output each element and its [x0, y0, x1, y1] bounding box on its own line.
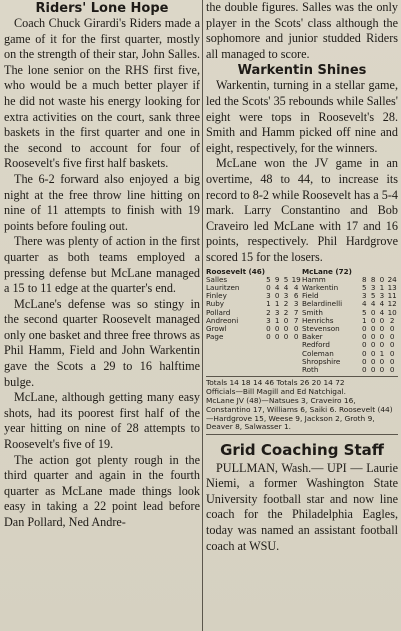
- stat-cell: 0: [362, 356, 367, 366]
- stat-cell: 1: [266, 299, 271, 309]
- stat-cell: 0: [362, 340, 367, 350]
- stat-cell: 0: [389, 340, 395, 350]
- box-officials: Officials—Bill Magill and Ed Natchigal.: [206, 386, 346, 396]
- player-name: Smith: [301, 307, 323, 317]
- paragraph: McLane's defense was so stingy in the second quarter Roosevelt managed only one basket and three free throws as Phil Hamm, Field and John Warkentin gave the Scots a 29 to 16 halftime bulge.: [4, 296, 200, 389]
- stat-cell: 0: [379, 274, 385, 284]
- stat-cell: 1: [379, 348, 385, 358]
- stat-cell: 0: [370, 307, 376, 317]
- paragraph: the double figures. Salles was the only player in the Scots' class although the sophomore and junior studded Riders all managed to score.: [206, 0, 398, 61]
- stat-cell: 0: [274, 323, 280, 333]
- player-name: Coleman: [301, 348, 334, 358]
- stat-cell: 0: [379, 332, 385, 342]
- player-name: [206, 341, 264, 349]
- stat-cell: 11: [387, 291, 397, 301]
- stat-cell: [264, 366, 273, 374]
- box-totals: Totals 14 18 14 46 Totals 26 20 14 72: [206, 378, 345, 388]
- left-column: [4, 0, 200, 631]
- stat-cell: 3: [370, 282, 376, 292]
- grid-article-body: [206, 461, 398, 555]
- stat-cell: [290, 358, 302, 366]
- paragraph: Warkentin, turning in a stellar game, led the Scots' 35 rebounds while Salles' eight were tops in Roosevelt's 28. Smith and Hamm picked off nine and eight, respectively, for the winners.: [206, 78, 398, 155]
- stat-cell: 4: [293, 282, 299, 292]
- headline-riders-lone-hope: Riders' Lone Hope: [35, 1, 169, 16]
- stat-cell: 0: [293, 323, 299, 333]
- stat-cell: 4: [379, 299, 385, 309]
- stat-cell: 0: [362, 364, 367, 374]
- stat-cell: 3: [379, 291, 385, 301]
- stat-cell: 0: [389, 348, 395, 358]
- stat-cell: 4: [283, 282, 289, 292]
- stat-cell: 8: [362, 274, 367, 284]
- player-name: Ruby: [206, 299, 225, 309]
- stat-cell: 8: [370, 274, 376, 284]
- subhead-warkentin-shines: Warkentin Shines: [237, 63, 367, 79]
- stat-cell: 0: [370, 332, 376, 342]
- stat-cell: 24: [387, 274, 397, 284]
- paragraph: McLane won the JV game in an overtime, 48 to 44, to increase its record to 8-2 while Roosevelt has a 5-4 mark. Larry Constantino and Bob Craveiro led McLane with 17 and 16 points, respectively. Phil Hardgrove scored 15 for the losers.: [206, 156, 398, 264]
- stat-cell: 0: [379, 340, 385, 350]
- stat-cell: 3: [362, 291, 367, 301]
- stat-cell: 3: [266, 291, 271, 301]
- stat-cell: 0: [283, 332, 289, 342]
- stat-cell: 0: [379, 323, 385, 333]
- stat-cell: 4: [362, 299, 367, 309]
- stat-cell: 5: [362, 282, 367, 292]
- stat-cell: 3: [283, 291, 289, 301]
- stat-cell: [290, 366, 302, 374]
- headline-grid-coaching-staff: Grid Coaching Staff: [220, 440, 384, 459]
- paragraph: McLane, although getting many easy shots, had its poorest first half of the year hitting on nine of 28 attempts to Roosevelt's five of 19.: [4, 390, 200, 452]
- stat-cell: [273, 350, 282, 358]
- box-divider: [206, 376, 398, 377]
- right-article-top: [206, 0, 398, 62]
- stat-cell: 0: [362, 332, 367, 342]
- player-name: Hamm: [301, 274, 326, 284]
- stat-cell: 7: [293, 315, 299, 325]
- left-article-body: [4, 16, 200, 531]
- team-mclane: McLane (72): [302, 266, 352, 276]
- player-name: Roth: [301, 364, 319, 374]
- right-column: [206, 0, 398, 631]
- stat-cell: [290, 350, 302, 358]
- player-name: [206, 358, 264, 366]
- stat-cell: 0: [283, 315, 289, 325]
- player-name: Warkentin: [301, 282, 339, 292]
- stat-cell: [282, 341, 291, 349]
- stat-cell: 0: [379, 364, 385, 374]
- stat-cell: 0: [389, 356, 395, 366]
- stat-cell: 0: [274, 291, 280, 301]
- stat-cell: 1: [274, 315, 280, 325]
- stat-cell: 0: [370, 364, 376, 374]
- stat-cell: 0: [274, 332, 280, 342]
- stat-cell: 0: [370, 323, 376, 333]
- stat-cell: 3: [274, 307, 280, 317]
- player-name: Henrichs: [301, 315, 334, 325]
- stat-cell: 3: [266, 315, 271, 325]
- stat-cell: 5: [283, 274, 289, 284]
- player-name: Lauritzen: [206, 282, 240, 292]
- jv-summary: McLane JV (48)—Natsues 3, Craveiro 16, Constantino 17, Williams 6, Saiki 6. Roosevelt (44)—Hardgrove 15, Weese 9, Jackson 2, Groth 9, Deaver 8, Salwasser 1.: [206, 396, 393, 432]
- stat-cell: 5: [362, 307, 367, 317]
- stat-cell: [273, 366, 282, 374]
- stat-cell: 2: [283, 299, 289, 309]
- box-score-row: [206, 366, 398, 374]
- team-roosevelt: Roosevelt (46): [206, 266, 266, 276]
- stat-cell: 13: [387, 282, 397, 292]
- stat-cell: 0: [370, 315, 376, 325]
- stat-cell: 4: [379, 307, 385, 317]
- stat-cell: [264, 341, 273, 349]
- player-name: Baker: [301, 332, 323, 342]
- player-name: Belardinelli: [301, 299, 343, 309]
- player-name: Stevenson: [301, 323, 340, 333]
- paragraph: There was plenty of action in the first quarter as both teams employed a pressing defense but McLane managed a 15 to 11 edge at the quarter's end.: [4, 234, 200, 296]
- box-score-table: [206, 276, 398, 374]
- paragraph: Coach Chuck Girardi's Riders made a game of it for the first quarter, mostly on the strength of their star, John Salles. The lone senior on the RHS first five, who would be a much better player if he did not waste his energy looking for extra activities on the court, sank three baskets in the first quarter and one in the second to account for four of Roosevelt's five first half baskets.: [4, 16, 200, 171]
- stat-cell: 0: [370, 356, 376, 366]
- section-divider: [206, 434, 398, 435]
- stat-cell: 2: [266, 307, 271, 317]
- stat-cell: 19: [291, 274, 301, 284]
- stat-cell: 1: [274, 299, 280, 309]
- stat-cell: 0: [389, 323, 395, 333]
- stat-cell: 0: [389, 332, 395, 342]
- stat-cell: 5: [370, 291, 376, 301]
- paragraph: The 6-2 forward also enjoyed a big night at the free throw line hitting on nine of 11 attempts to finish with 19 points before fouling out.: [4, 171, 200, 233]
- stat-cell: 0: [389, 364, 395, 374]
- player-name: Salles: [206, 274, 228, 284]
- player-name: Page: [206, 332, 224, 342]
- stat-cell: 0: [266, 323, 271, 333]
- player-name: Finley: [206, 291, 227, 301]
- stat-cell: [282, 366, 291, 374]
- stat-cell: 0: [266, 282, 271, 292]
- stat-cell: 12: [387, 299, 397, 309]
- stat-cell: [273, 341, 282, 349]
- stat-cell: 4: [370, 299, 376, 309]
- player-name: Pollard: [206, 307, 231, 317]
- stat-cell: [290, 341, 302, 349]
- stat-cell: 0: [362, 348, 367, 358]
- stat-cell: 1: [362, 315, 367, 325]
- player-name: Growl: [206, 323, 227, 333]
- stat-cell: 0: [370, 348, 376, 358]
- stat-cell: 0: [370, 340, 376, 350]
- stat-cell: 6: [293, 291, 299, 301]
- stat-cell: 9: [274, 274, 280, 284]
- player-name: [206, 366, 264, 374]
- stat-cell: 4: [274, 282, 280, 292]
- box-score: [206, 268, 398, 432]
- stat-cell: 0: [266, 332, 271, 342]
- paragraph: PULLMAN, Wash.— UPI — Laurie Niemi, a former Washington State University football star and now line coach for the Philadelphia Eagles, today was named an assistant football coach at WSU.: [206, 460, 398, 553]
- player-name: Shropshire: [301, 356, 341, 366]
- stat-cell: [282, 358, 291, 366]
- stat-cell: 0: [379, 356, 385, 366]
- player-name: Andreoni: [206, 315, 239, 325]
- stat-cell: 0: [283, 323, 289, 333]
- stat-cell: [264, 358, 273, 366]
- column-divider: [202, 0, 203, 631]
- stat-cell: 0: [379, 315, 385, 325]
- stat-cell: 2: [283, 307, 289, 317]
- player-name: Field: [301, 291, 319, 301]
- stat-cell: [282, 350, 291, 358]
- stat-cell: 0: [293, 332, 299, 342]
- stat-cell: 5: [266, 274, 271, 284]
- stat-cell: [264, 350, 273, 358]
- stat-cell: 10: [387, 307, 397, 317]
- stat-cell: 0: [362, 323, 367, 333]
- stat-cell: 2: [389, 315, 395, 325]
- player-name: [206, 350, 264, 358]
- stat-cell: 7: [293, 307, 299, 317]
- stat-cell: 3: [293, 299, 299, 309]
- paragraph: The action got plenty rough in the third quarter and again in the fourth quarter as McLane made things look easy in taking a 22 point lead before Dan Pollard, Ned Andre-: [4, 452, 200, 529]
- player-name: Redford: [301, 340, 330, 350]
- stat-cell: [273, 358, 282, 366]
- stat-cell: 1: [379, 282, 385, 292]
- right-article-body: [206, 78, 398, 265]
